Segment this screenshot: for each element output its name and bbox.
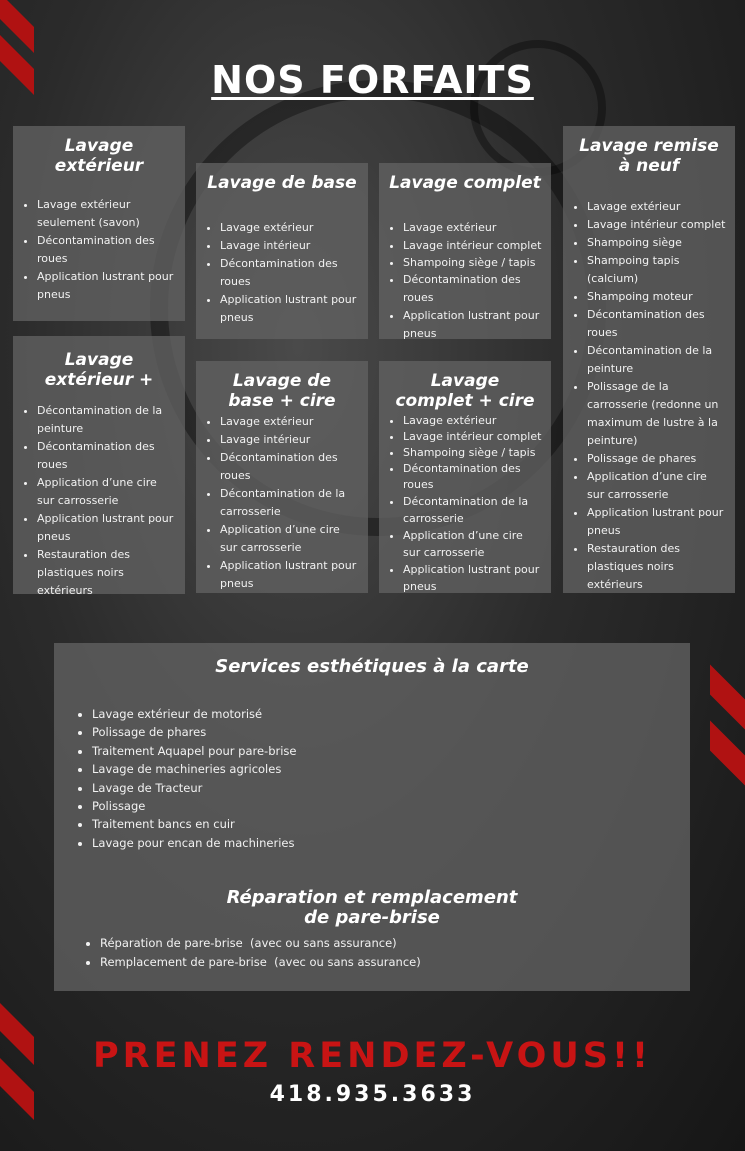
card-list [387, 219, 543, 343]
page-title: NOS FORFAITS [211, 58, 534, 102]
list-item: • Shampoing tapis (calcium) [587, 252, 727, 288]
list-item: • Décontamination des roues [403, 271, 543, 307]
card-lavage-complet [379, 163, 551, 339]
repair-list [62, 934, 682, 971]
list-item: • Application lustrant pour pneus [220, 557, 360, 593]
list-item: • Application lustrant pour pneus [37, 268, 177, 304]
repair-title: Réparation et remplacement de pare-brise [226, 887, 518, 929]
list-item: • Lavage intérieur [220, 431, 360, 449]
list-item: • Décontamination des roues [403, 461, 543, 493]
card-list [21, 196, 177, 304]
services-list [62, 705, 682, 852]
list-item: • Lavage de Tracteur [92, 779, 682, 797]
list-item: • Décontamination de la carrosserie [403, 493, 543, 527]
list-item: • Shampoing siège [587, 234, 727, 252]
list-item: • Shampoing siège / tapis [403, 255, 543, 271]
list-item: • Réparation de pare-brise (avec ou sans assurance) [100, 934, 682, 952]
list-item: • Lavage intérieur complet [587, 216, 727, 234]
list-item: • Application d’une cire sur carrosserie [403, 527, 543, 561]
red-stripe-right [710, 665, 745, 730]
list-item: • Lavage pour encan de machineries [92, 834, 682, 852]
card-lavage-exterieur [13, 126, 185, 321]
card-lavage-base [196, 163, 368, 339]
card-title: Lavage de base [207, 173, 357, 193]
list-item: • Application lustrant pour pneus [403, 307, 543, 343]
card-title: Lavage complet [389, 173, 541, 193]
list-item: • Décontamination de la carrosserie [220, 485, 360, 521]
list-item: • Application lustrant pour pneus [37, 510, 177, 546]
list-item: • Application d’une cire sur carrosserie [587, 468, 727, 504]
card-list [204, 219, 360, 327]
card-lavage-base-cire [196, 361, 368, 593]
list-item: • Décontamination des roues [220, 255, 360, 291]
list-item: • Remplacement de pare-brise (avec ou sans assurance) [100, 953, 682, 971]
list-item: • Lavage intérieur complet [403, 429, 543, 445]
card-title: Lavage remise à neuf [579, 136, 719, 176]
list-item: • Shampoing moteur [587, 288, 727, 306]
card-list [204, 413, 360, 593]
card-title: Lavage de base + cire [228, 371, 336, 411]
list-item: • Application d’une cire sur carrosserie [220, 521, 360, 557]
card-lavage-exterieur-plus [13, 336, 185, 597]
list-item: • Lavage extérieur [403, 413, 543, 429]
card-title: Lavage extérieur + [44, 350, 154, 390]
list-item: • Application lustrant pour pneus [220, 291, 360, 327]
list-item: • Décontamination des roues [37, 438, 177, 474]
card-lavage-remise-neuf [563, 126, 735, 593]
appointment-call-to-action: PRENEZ RENDEZ-VOUS!! [93, 1036, 652, 1076]
list-item: • Décontamination des roues [37, 232, 177, 268]
list-item: • Lavage extérieur seulement (savon) [37, 196, 177, 232]
card-title: Lavage extérieur [54, 136, 144, 176]
red-stripe-top-left [0, 0, 34, 53]
list-item: • Restauration des plastiques noirs extérieurs [37, 546, 177, 600]
list-item: • Lavage extérieur [403, 219, 543, 237]
list-item: • Lavage extérieur de motorisé [92, 705, 682, 723]
list-item: • Décontamination de la peinture [587, 342, 727, 378]
list-item: • Lavage extérieur [220, 219, 360, 237]
list-item: • Polissage de phares [92, 723, 682, 741]
list-item: • Décontamination des roues [587, 306, 727, 342]
list-item: • Lavage de machineries agricoles [92, 760, 682, 778]
card-lavage-complet-cire [379, 361, 551, 593]
card-title: Lavage complet + cire [395, 371, 535, 411]
list-item: • Traitement bancs en cuir [92, 815, 682, 833]
card-list [21, 402, 177, 600]
list-item: • Application lustrant pour pneus [587, 504, 727, 540]
list-item: • Restauration des plastiques noirs extérieurs [587, 540, 727, 594]
services-title: Services esthétiques à la carte [215, 656, 529, 677]
list-item: • Polissage de la carrosserie (redonne un maximum de lustre à la peinture) [587, 378, 727, 450]
list-item: • Application d’une cire sur carrosserie [37, 474, 177, 510]
red-stripe-right [710, 721, 745, 786]
list-item: • Polissage de phares [587, 450, 727, 468]
phone-number[interactable]: 418.935.3633 [269, 1082, 476, 1107]
list-item: • Décontamination de la peinture [37, 402, 177, 438]
services-panel [54, 643, 690, 991]
list-item: • Décontamination des roues [220, 449, 360, 485]
list-item: • Lavage intérieur [220, 237, 360, 255]
list-item: • Lavage intérieur complet [403, 237, 543, 255]
list-item: • Shampoing siège / tapis [403, 445, 543, 461]
list-item: • Polissage [92, 797, 682, 815]
list-item: • Application lustrant pour pneus [403, 561, 543, 595]
card-list [387, 413, 543, 595]
card-list [571, 198, 727, 594]
list-item: • Lavage extérieur [220, 413, 360, 431]
list-item: • Lavage extérieur [587, 198, 727, 216]
list-item: • Traitement Aquapel pour pare-brise [92, 742, 682, 760]
